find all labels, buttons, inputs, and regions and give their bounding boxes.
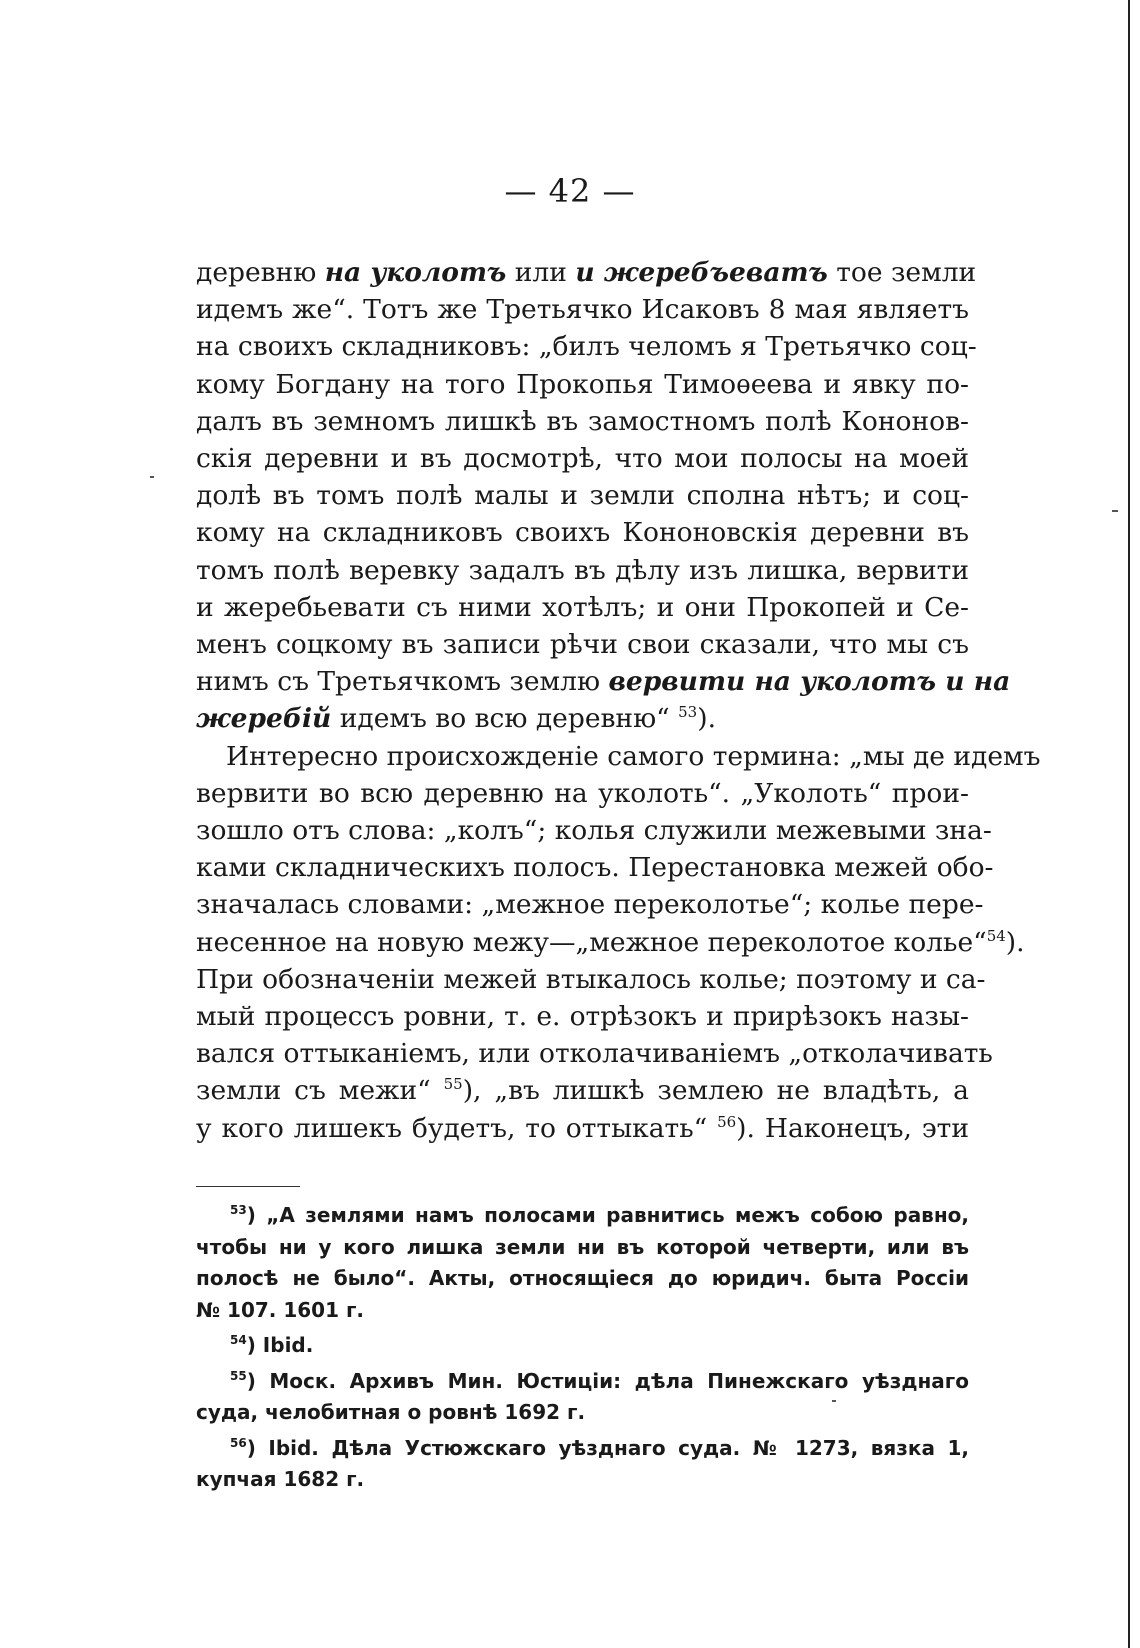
text-line: земли съ межи“ $^{55}$), „въ лишкѣ землею не владѣть, а <box>196 1075 969 1107</box>
text-line: значалась словами: „межное переколотье“; колье пере- <box>196 889 984 921</box>
footnote-line: $^{56}$) Ibid. Дѣла Устюжскаго уѣзднаго суда. № 1273, вязка 1, <box>230 1435 969 1460</box>
footnote-ref-55: 55 <box>443 1075 463 1094</box>
text-line: кому на складниковъ своихъ Кононовскія деревни въ <box>196 517 969 549</box>
scan-speck <box>150 476 154 478</box>
italic-term: и жеребъеватъ <box>575 257 828 288</box>
footnote-line: суда, челобитная о ровнѣ 1692 г. <box>196 1400 586 1424</box>
footnote-54 <box>196 1330 969 1362</box>
text-line: далъ въ земномъ лишкѣ въ замостномъ полѣ Кононов- <box>196 405 969 437</box>
footnote-ref-54: 54 <box>986 926 1006 945</box>
text-line: идемъ же“. Тотъ же Третьячко Исаковъ 8 мая являетъ <box>196 294 969 326</box>
italic-term: на уколотъ <box>324 257 507 288</box>
main-text <box>196 254 1041 1147</box>
text-line: на своихъ складниковъ: „билъ челомъ я Третьячко соц- <box>196 331 977 363</box>
text-line: мый процессъ ровни, т. е. отрѣзокъ и прирѣзокъ назы- <box>196 1001 969 1033</box>
footnote-mark: 54 <box>230 1333 247 1347</box>
footnote-ref-56: 56 <box>717 1112 737 1131</box>
text-line: зошло отъ слова: „колъ“; колья служили межевыми зна- <box>196 815 992 847</box>
footnote-line: чтобы ни у кого лишка земли ни въ которой четверти, или въ <box>196 1234 969 1259</box>
footnote-line: $^{54}$) Ibid. <box>230 1333 314 1357</box>
text-line: и жеребьевати съ ними хотѣлъ; и они Прокопей и Се- <box>196 591 969 623</box>
text-line: При обозначеніи межей втыкалось колье; поэтому и са- <box>196 963 986 995</box>
footnote-mark: 53 <box>230 1203 247 1217</box>
footnote-line: полосѣ не было“. Акты, относящіеся до юридич. быта Россіи <box>196 1266 969 1290</box>
scan-speck <box>832 1400 836 1402</box>
paragraph-2 <box>196 738 1041 1147</box>
footnote-mark: 55 <box>230 1368 247 1383</box>
text-line: кому Богдану на того Прокопья Тимоѳеева и явку по- <box>196 368 969 400</box>
footnote-line: купчая 1682 г. <box>196 1467 365 1491</box>
footnote-line: $^{55}$) Моск. Архивъ Мин. Юстиціи: дѣла Пинежскаго уѣзднаго <box>230 1368 969 1393</box>
text-line: вервити во всю деревню на уколоть“. „Уколоть“ прои- <box>196 777 969 809</box>
text-line: у кого лишекъ будетъ, то оттыкать“ $^{56}$). Наконецъ, эти <box>196 1112 969 1144</box>
text-line: томъ полѣ веревку задалъ въ дѣлу изъ лишка, вервити <box>196 554 969 586</box>
footnote-ref-53: 53 <box>678 703 698 722</box>
footnote-line: $^{53}$) „А землями намъ полосами равнитись межъ собою равно, <box>230 1203 969 1227</box>
text-line: Интересно происхожденіе самого термина: „мы де идемъ <box>226 740 1041 772</box>
text-line: менъ соцкому въ записи рѣчи свои сказали, что мы съ <box>196 629 969 661</box>
italic-term: жеребій <box>196 703 332 735</box>
footnote-mark: 56 <box>230 1435 247 1450</box>
text-line: вался оттыканіемъ, или отколачиваніемъ „отколачивать <box>196 1038 993 1070</box>
text-line: нимъ съ Третьячкомъ землю вервити на уколотъ и на <box>196 666 1011 698</box>
italic-term: вервити на уколотъ и на <box>608 666 1011 698</box>
paragraph-1 <box>196 254 1011 738</box>
footnote-separator <box>196 1186 300 1187</box>
text-line: скія деревни и въ досмотрѣ, что мои полосы на моей <box>196 443 969 475</box>
footnote-line: № 107. 1601 г. <box>196 1297 365 1322</box>
text-line: жеребій идемъ во всю деревню“ $^{53}$). <box>196 703 716 735</box>
text-line: несенное на новую межу—„межное переколотое колье“$^{54}$). <box>196 926 1025 958</box>
footnotes <box>196 1200 969 1496</box>
text-line: долѣ въ томъ полѣ малы и земли сполна нѣтъ; и соц- <box>196 480 969 512</box>
footnote-53 <box>196 1200 969 1326</box>
footnote-55 <box>196 1366 969 1429</box>
text-line: деревню на уколотъ или и жеребъеватъ тое земли <box>196 257 977 288</box>
scan-speck <box>1112 510 1118 512</box>
page-number: — 42 — <box>504 172 636 210</box>
page-edge-shadow <box>1128 0 1130 1648</box>
footnote-56 <box>196 1433 969 1496</box>
text-line: ками складническихъ полосъ. Перестановка межей обо- <box>196 852 994 884</box>
